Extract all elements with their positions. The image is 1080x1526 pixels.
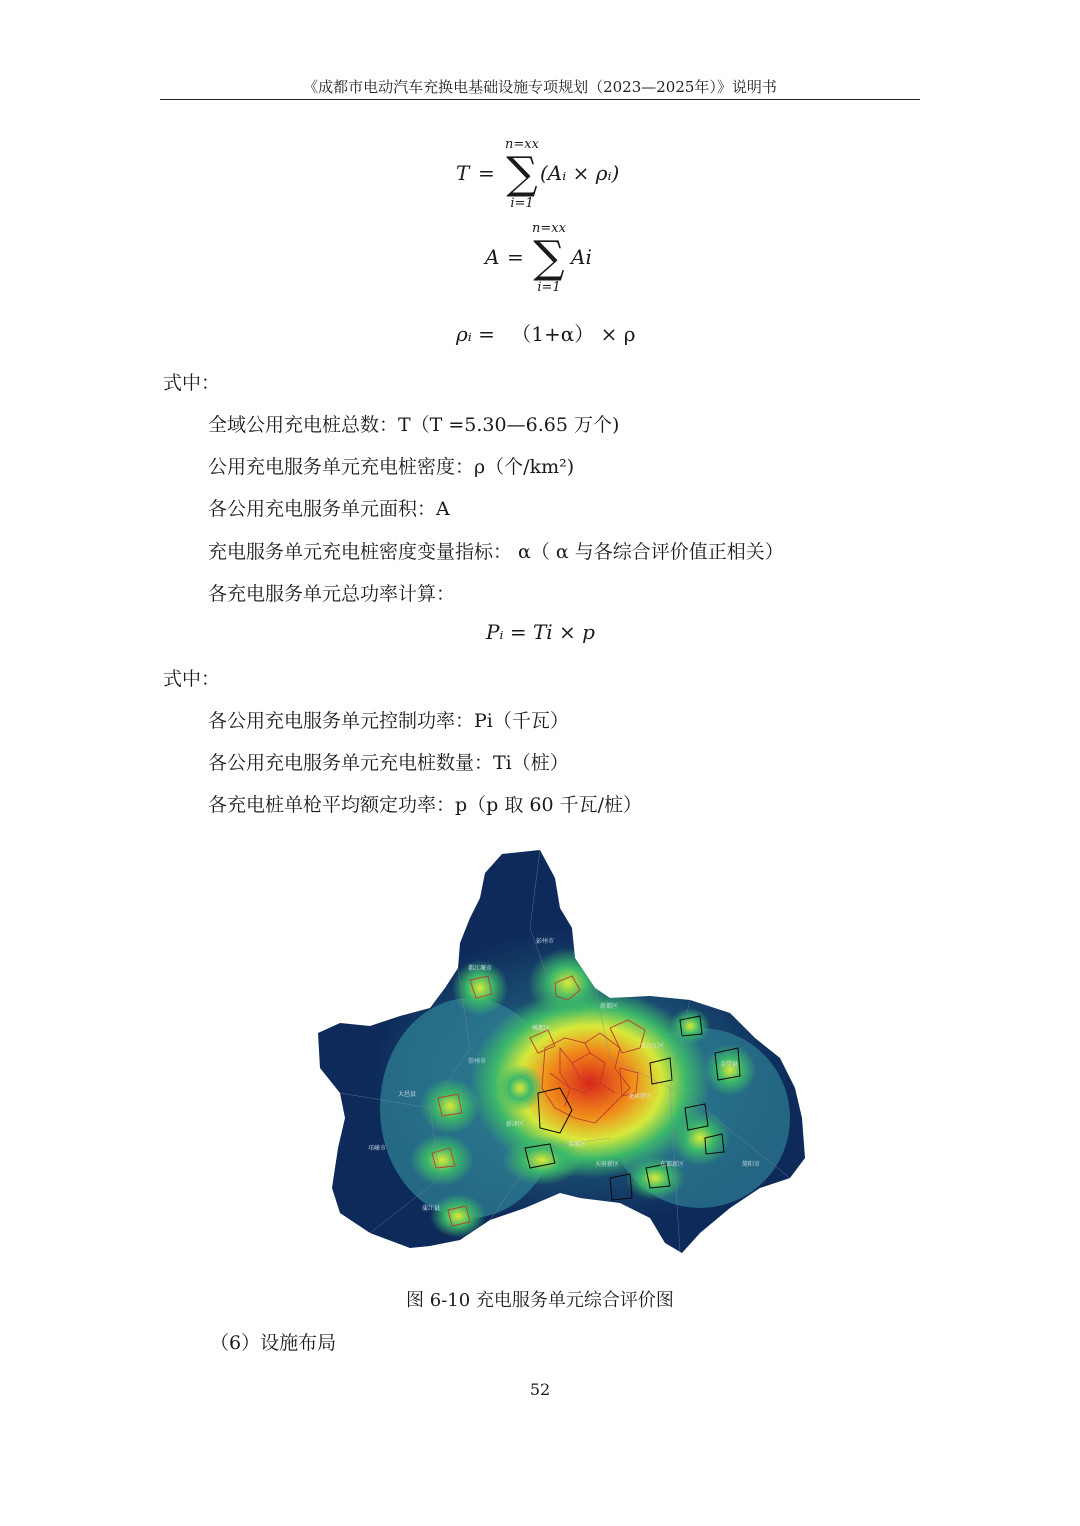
sigma-symbol: ∑ xyxy=(506,148,538,199)
map-label: 新都区 xyxy=(600,1003,619,1010)
figure-caption: 图 6-10 充电服务单元综合评价图 xyxy=(406,1290,674,1311)
formula-3-rhs: （1+α） × ρ xyxy=(511,322,636,346)
where-label-1: 式中： xyxy=(163,372,221,394)
formula-1-upper: n=xx xyxy=(505,137,539,152)
header-rule xyxy=(160,99,920,100)
formula-2-lower: i=1 xyxy=(537,280,561,295)
formula-1-body: (Aᵢ × ρᵢ) xyxy=(540,161,620,185)
map-label: 青白江区 xyxy=(640,1043,665,1050)
map-label: 邛崃市 xyxy=(368,1145,387,1152)
section-heading: （6）设施布局 xyxy=(210,1332,337,1354)
formula-2-body: Ai xyxy=(571,245,592,269)
def-line-4: 充电服务单元充电桩密度变量指标： α（ α 与各综合评价值正相关） xyxy=(208,541,784,563)
map-label: 天府新区 xyxy=(595,1161,620,1168)
formula-2-upper: n=xx xyxy=(532,221,566,236)
formula-1-lower: i=1 xyxy=(510,196,534,211)
def-line-7: 各公用充电服务单元充电桩数量：Ti（桩） xyxy=(208,752,569,774)
hotspot-pujiang xyxy=(430,1194,486,1238)
formula-2-equals: = xyxy=(507,245,524,269)
hotspot-north xyxy=(528,948,608,1018)
map-label: 大邑县 xyxy=(398,1091,417,1098)
map-label: 都江堰市 xyxy=(468,965,493,972)
map-label: 金堂县 xyxy=(720,1061,739,1068)
page-number: 52 xyxy=(529,1380,551,1399)
map-label: 双流区 xyxy=(568,1141,587,1148)
def-line-5: 各充电服务单元总功率计算： xyxy=(208,583,456,605)
map-label: 蒲江县 xyxy=(422,1205,441,1212)
map-label: 郫都区 xyxy=(532,1025,551,1032)
map-label: 彭州市 xyxy=(536,938,555,945)
hotspot-dayi xyxy=(420,1078,480,1134)
formula-power: Pᵢ = Ti × p xyxy=(486,620,595,644)
formula-total-piles xyxy=(456,137,656,217)
def-line-2: 公用充电服务单元充电桩密度：ρ（个/km²) xyxy=(208,456,575,478)
hotspot-jintang xyxy=(704,1044,756,1096)
running-header: 《成都市电动汽车充换电基础设施专项规划（2023—2025年）》说明书 xyxy=(303,78,777,96)
def-line-3: 各公用充电服务单元面积：A xyxy=(208,498,450,520)
def-line-6: 各公用充电服务单元控制功率：Pi（千瓦） xyxy=(208,710,569,732)
formula-2-sum xyxy=(519,221,579,295)
map-label: 东部新区 xyxy=(660,1161,685,1168)
def-line-1: 全域公用充电桩总数：T（T =5.30—6.65 万个) xyxy=(208,414,620,436)
hotspot-qionglai xyxy=(410,1134,474,1186)
map-label: 龙泉驿区 xyxy=(628,1093,653,1100)
hotspot-qingbaijiang xyxy=(670,1008,710,1044)
formula-2-lhs: A xyxy=(485,245,500,269)
formula-total-area xyxy=(485,221,625,301)
formula-1-lhs: T xyxy=(456,161,470,185)
where-label-2: 式中： xyxy=(163,668,221,690)
map-label: 崇州市 xyxy=(468,1058,487,1065)
formula-density xyxy=(456,318,635,347)
def-line-8: 各充电桩单枪平均额定功率：p（p 取 60 千瓦/桩） xyxy=(208,794,643,816)
evaluation-map xyxy=(310,848,810,1258)
map-label: 新津区 xyxy=(506,1121,525,1128)
map-label: 简阳市 xyxy=(742,1161,761,1168)
sigma-symbol: ∑ xyxy=(533,232,565,283)
hotspot-chongzhou xyxy=(496,1064,544,1112)
formula-3-lhs: ρᵢ = xyxy=(456,322,495,346)
formula-1-equals: = xyxy=(478,161,495,185)
hotspot-east xyxy=(670,1110,730,1166)
